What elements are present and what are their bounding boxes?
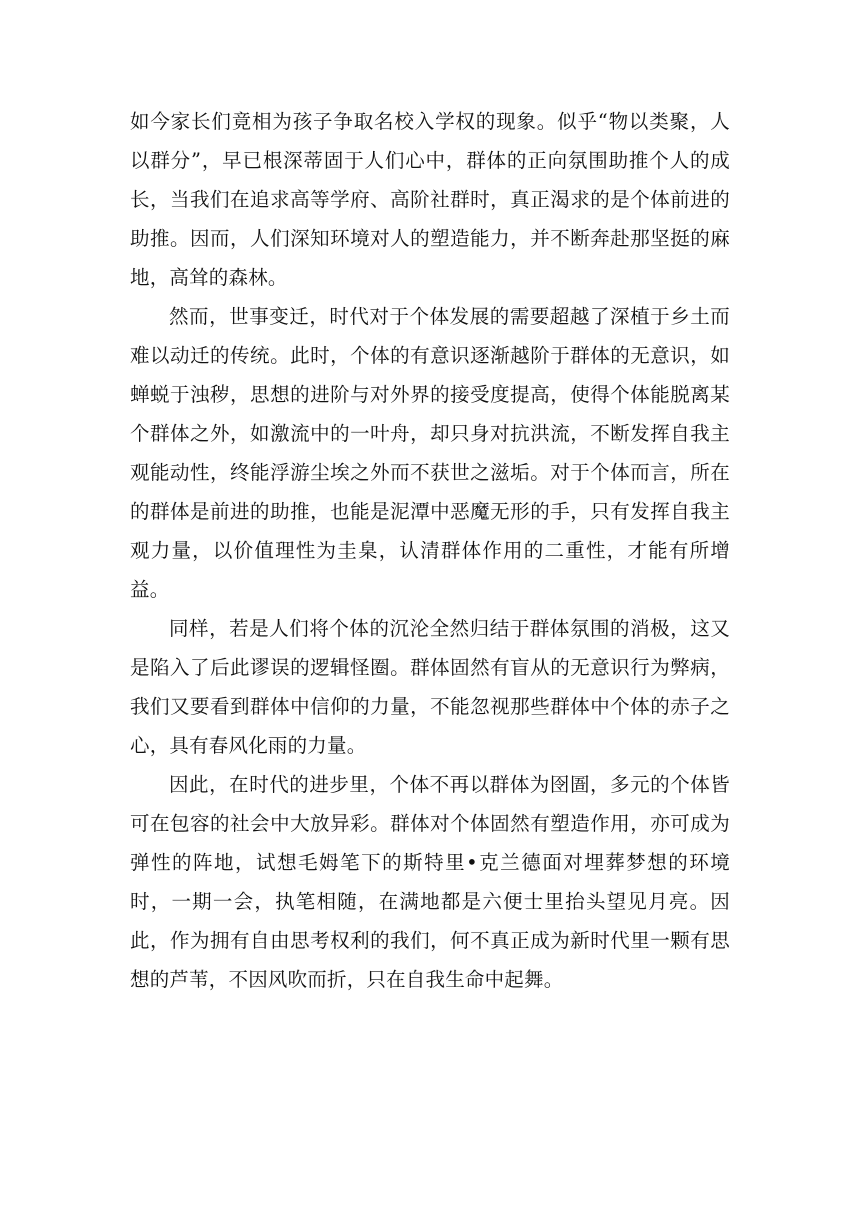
paragraph-1: 如今家长们竟相为孩子争取名校入学权的现象。似乎“物以类聚，人以群分”，早已根深蒂固于人们心中，群体的正向氛围助推个人的成长，当我们在追求高等学府、高阶社群时，真正渴求的是个体前进的助推。因而，人们深知环境对人的塑造能力，并不断奔赴那坚挺的麻地，高耸的森林。	[130, 110, 730, 289]
essay-body	[130, 102, 730, 999]
paragraph-2: 然而，世事变迁，时代对于个体发展的需要超越了深植于乡土而难以动迁的传统。此时，个体的有意识逐渐越阶于群体的无意识，如蝉蜕于浊秽，思想的进阶与对外界的接受度提高，使得个体能脱离某个群体之外，如激流中的一叶舟，却只身对抗洪流，不断发挥自我主观能动性，终能浮游尘埃之外而不获世之滋垢。对于个体而言，所在的群体是前进的助推，也能是泥潭中恶魔无形的手，只有发挥自我主观力量，以价值理性为圭臬，认清群体作用的二重性，才能有所增益。	[130, 305, 730, 601]
paragraph-4: 因此，在时代的进步里，个体不再以群体为囹圄，多元的个体皆可在包容的社会中大放异彩。群体对个体固然有塑造作用，亦可成为弹性的阵地，试想毛姆笔下的斯特里•克兰德面对埋葬梦想的环境时，一期一会，执笔相随，在满地都是六便士里抬头望见月亮。因此，作为拥有自由思考权利的我们，何不真正成为新时代里一颗有思想的芦苇，不因风吹而折，只在自我生命中起舞。	[130, 773, 730, 991]
paragraph-3: 同样，若是人们将个体的沉沦全然归结于群体氛围的消极，这又是陷入了后此谬误的逻辑怪圈。群体固然有盲从的无意识行为弊病，我们又要看到群体中信仰的力量，不能忽视那些群体中个体的赤子之心，具有春风化雨的力量。	[130, 617, 730, 757]
